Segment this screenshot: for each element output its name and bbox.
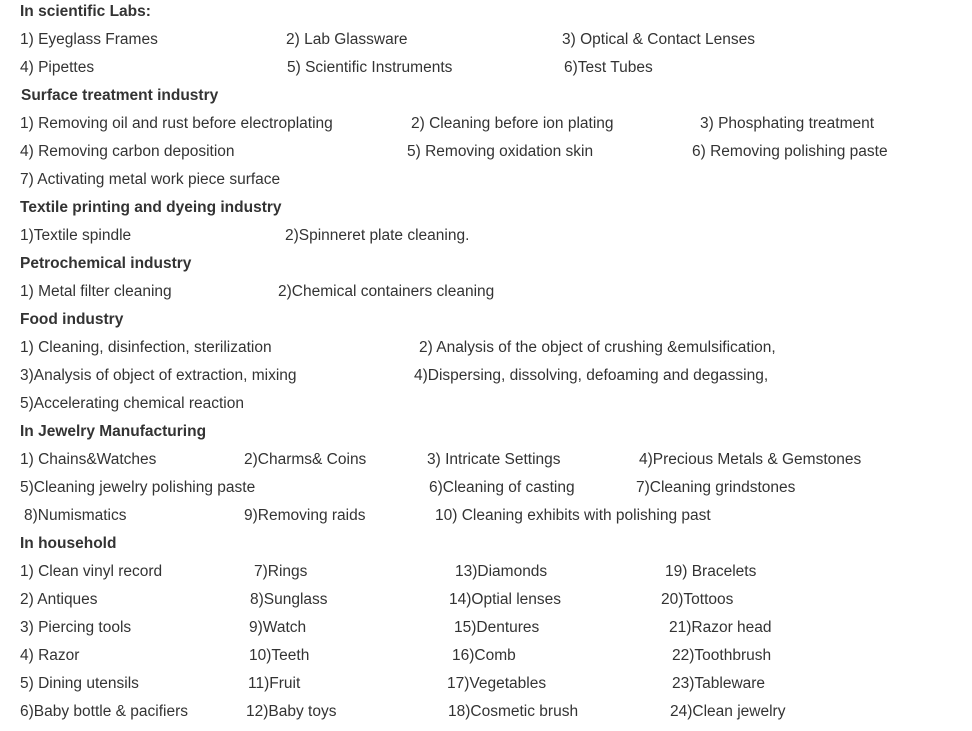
list-item: 9)Removing raids <box>244 507 366 524</box>
list-item: 7) Activating metal work piece surface <box>20 171 281 188</box>
list-item: 4)Dispersing, dissolving, defoaming and degassing, <box>414 367 769 384</box>
list-item: 5)Accelerating chemical reaction <box>20 395 244 412</box>
section-heading-in-household: In household <box>20 535 117 552</box>
list-item: 1) Eyeglass Frames <box>20 31 158 48</box>
section-heading-textile-printing-and-dyeing-industry: Textile printing and dyeing industry <box>20 199 282 216</box>
list-item: 16)Comb <box>452 647 516 664</box>
list-row <box>0 478 972 506</box>
list-item: 6)Baby bottle & pacifiers <box>20 703 189 720</box>
section-heading-in-scientific-labs: In scientific Labs: <box>20 3 151 20</box>
section-heading-food-industry: Food industry <box>20 311 124 328</box>
list-row <box>0 170 972 198</box>
list-item: 15)Dentures <box>454 619 540 636</box>
list-row <box>0 506 972 534</box>
list-item: 8)Numismatics <box>24 507 127 524</box>
list-row <box>0 58 972 86</box>
list-item: 17)Vegetables <box>447 675 547 692</box>
list-item: 13)Diamonds <box>455 563 548 580</box>
list-item: 23)Tableware <box>672 675 766 692</box>
list-item: 2) Cleaning before ion plating <box>411 115 614 132</box>
list-item: 21)Razor head <box>669 619 772 636</box>
list-row <box>0 142 972 170</box>
list-item: 7)Cleaning grindstones <box>636 479 796 496</box>
list-item: 3) Phosphating treatment <box>700 115 875 132</box>
section-heading-row <box>0 254 972 282</box>
list-item: 11)Fruit <box>248 675 301 692</box>
list-item: 5) Dining utensils <box>20 675 139 692</box>
section-heading-in-jewelry-manufacturing: In Jewelry Manufacturing <box>20 423 207 440</box>
list-item: 20)Tottoos <box>661 591 734 608</box>
list-row <box>0 590 972 618</box>
section-heading-row <box>0 422 972 450</box>
list-item: 12)Baby toys <box>246 703 337 720</box>
list-item: 1) Removing oil and rust before electroplating <box>20 115 333 132</box>
list-item: 1) Cleaning, disinfection, sterilization <box>20 339 272 356</box>
list-row <box>0 366 972 394</box>
list-item: 3) Optical & Contact Lenses <box>562 31 755 48</box>
list-row <box>0 394 972 422</box>
list-row <box>0 562 972 590</box>
list-item: 10) Cleaning exhibits with polishing past <box>435 507 711 524</box>
list-item: 2)Spinneret plate cleaning. <box>285 227 470 244</box>
list-item: 2) Antiques <box>20 591 98 608</box>
list-item: 1) Clean vinyl record <box>20 563 163 580</box>
section-heading-row <box>0 310 972 338</box>
list-item: 3)Analysis of object of extraction, mixing <box>20 367 297 384</box>
list-row <box>0 450 972 478</box>
list-row <box>0 618 972 646</box>
list-row <box>0 226 972 254</box>
list-item: 4)Precious Metals & Gemstones <box>639 451 862 468</box>
list-item: 8)Sunglass <box>250 591 328 608</box>
section-heading-petrochemical-industry: Petrochemical industry <box>20 255 192 272</box>
list-item: 5)Cleaning jewelry polishing paste <box>20 479 256 496</box>
list-item: 4) Razor <box>20 647 80 664</box>
list-row <box>0 30 972 58</box>
list-item: 1) Chains&Watches <box>20 451 157 468</box>
list-row <box>0 674 972 702</box>
list-row <box>0 702 972 730</box>
list-item: 2)Charms& Coins <box>244 451 367 468</box>
list-item: 5) Scientific Instruments <box>287 59 453 76</box>
list-row <box>0 646 972 674</box>
list-row <box>0 114 972 142</box>
list-item: 18)Cosmetic brush <box>448 703 579 720</box>
list-item: 10)Teeth <box>249 647 310 664</box>
section-heading-surface-treatment-industry: Surface treatment industry <box>21 87 219 104</box>
list-row <box>0 282 972 310</box>
list-item: 1)Textile spindle <box>20 227 132 244</box>
list-item: 6) Removing polishing paste <box>692 143 888 160</box>
section-heading-row <box>0 534 972 562</box>
list-item: 3) Intricate Settings <box>427 451 561 468</box>
list-item: 6)Cleaning of casting <box>429 479 575 496</box>
list-item: 6)Test Tubes <box>564 59 653 76</box>
list-item: 4) Removing carbon deposition <box>20 143 235 160</box>
list-item: 24)Clean jewelry <box>670 703 786 720</box>
list-item: 22)Toothbrush <box>672 647 772 664</box>
list-item: 2) Analysis of the object of crushing &emulsification, <box>419 339 776 356</box>
list-row <box>0 338 972 366</box>
section-heading-row <box>0 2 972 30</box>
list-item: 14)Optial lenses <box>449 591 562 608</box>
list-item: 4) Pipettes <box>20 59 95 76</box>
list-item: 3) Piercing tools <box>20 619 132 636</box>
list-item: 1) Metal filter cleaning <box>20 283 172 300</box>
section-heading-row <box>0 86 972 114</box>
list-item: 7)Rings <box>254 563 308 580</box>
section-heading-row <box>0 198 972 226</box>
list-item: 2)Chemical containers cleaning <box>278 283 495 300</box>
list-item: 2) Lab Glassware <box>286 31 408 48</box>
list-item: 19) Bracelets <box>665 563 757 580</box>
list-item: 5) Removing oxidation skin <box>407 143 594 160</box>
list-item: 9)Watch <box>249 619 307 636</box>
